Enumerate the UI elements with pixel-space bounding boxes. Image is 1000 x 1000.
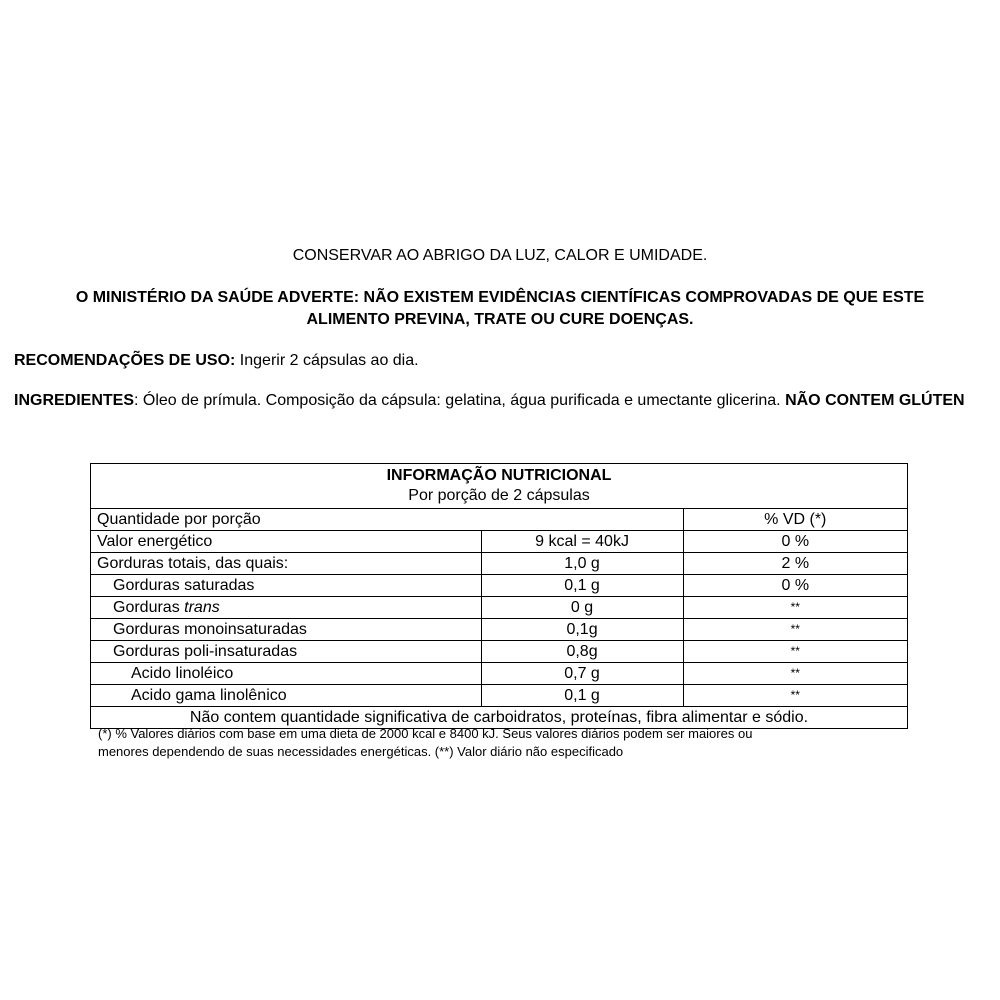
warning-line-1: O MINISTÉRIO DA SAÚDE ADVERTE: NÃO EXISTEM EVIDÊNCIAS CIENTÍFICAS COMPROVADAS DE QUE ESTE — [75, 289, 925, 306]
nutrient-vd — [683, 597, 907, 619]
nutrient-name-prefix: Gorduras — [113, 599, 185, 616]
not-specified-mark: ** — [790, 666, 800, 680]
table-title-row — [91, 464, 908, 509]
nutrient-name: Acido gama linolênico — [91, 685, 482, 707]
table-header-row — [91, 509, 908, 531]
table-title-cell — [91, 464, 908, 509]
nutrient-amount: 1,0 g — [481, 553, 683, 575]
table-footer: Não contem quantidade significativa de carboidratos, proteínas, fibra alimentar e sódio. — [91, 707, 908, 729]
header-quantity: Quantidade por porção — [91, 509, 684, 531]
table-row — [91, 641, 908, 663]
gluten-notice: NÃO CONTEM GLÚTEN — [785, 392, 965, 409]
nutrient-name: Gorduras totais, das quais: — [91, 553, 482, 575]
table-row — [91, 531, 908, 553]
usage-recommendation — [14, 350, 986, 372]
nutrient-name: Gorduras saturadas — [91, 575, 482, 597]
not-specified-mark: ** — [790, 622, 800, 636]
nutrient-vd — [683, 685, 907, 707]
ingredients-label: INGREDIENTES — [14, 392, 135, 409]
nutrient-amount: 0,8g — [481, 641, 683, 663]
table-row — [91, 597, 908, 619]
warning-line-2: ALIMENTO PREVINA, TRATE OU CURE DOENÇAS. — [306, 311, 694, 328]
nutrient-vd: 0 % — [683, 531, 907, 553]
footnote-line-2: menores dependendo de suas necessidades energéticas. (**) Valor diário não especificado — [98, 744, 624, 759]
not-specified-mark: ** — [790, 600, 800, 614]
table-title: INFORMAÇÃO NUTRICIONAL — [386, 467, 612, 484]
nutrient-vd — [683, 663, 907, 685]
table-row — [91, 685, 908, 707]
serving-size: Por porção de 2 cápsulas — [408, 487, 590, 504]
nutrient-name: Acido linoléico — [91, 663, 482, 685]
footnote — [98, 725, 918, 761]
footnote-line-1: (*) % Valores diários com base em uma dieta de 2000 kcal e 8400 kJ. Seus valores diários podem ser maiores ou — [98, 726, 753, 741]
nutrient-vd — [683, 619, 907, 641]
nutrition-table — [90, 463, 908, 729]
usage-text: Ingerir 2 cápsulas ao dia. — [235, 352, 419, 369]
table-row — [91, 553, 908, 575]
nutrient-amount: 0,1 g — [481, 685, 683, 707]
nutrient-vd: 2 % — [683, 553, 907, 575]
nutrient-vd — [683, 641, 907, 663]
ingredients-text: : Óleo de prímula. Composição da cápsula: gelatina, água purificada e umectante glicerina. — [134, 392, 786, 409]
nutrient-amount: 0,1 g — [481, 575, 683, 597]
usage-label: RECOMENDAÇÕES DE USO: — [14, 352, 236, 369]
nutrient-amount: 9 kcal = 40kJ — [481, 531, 683, 553]
header-vd: % VD (*) — [683, 509, 907, 531]
not-specified-mark: ** — [790, 644, 800, 658]
table-row — [91, 619, 908, 641]
nutrient-name-italic: trans — [184, 599, 220, 616]
nutrient-amount: 0 g — [481, 597, 683, 619]
table-row — [91, 575, 908, 597]
nutrient-name: Valor energético — [91, 531, 482, 553]
nutrient-vd: 0 % — [683, 575, 907, 597]
nutrient-amount: 0,7 g — [481, 663, 683, 685]
nutrient-amount: 0,1g — [481, 619, 683, 641]
nutrient-name: Gorduras poli-insaturadas — [91, 641, 482, 663]
table-row — [91, 663, 908, 685]
ingredients — [14, 390, 986, 412]
nutrient-name — [91, 597, 482, 619]
not-specified-mark: ** — [790, 688, 800, 702]
storage-notice: CONSERVAR AO ABRIGO DA LUZ, CALOR E UMIDADE. — [292, 247, 708, 264]
nutrient-name: Gorduras monoinsaturadas — [91, 619, 482, 641]
